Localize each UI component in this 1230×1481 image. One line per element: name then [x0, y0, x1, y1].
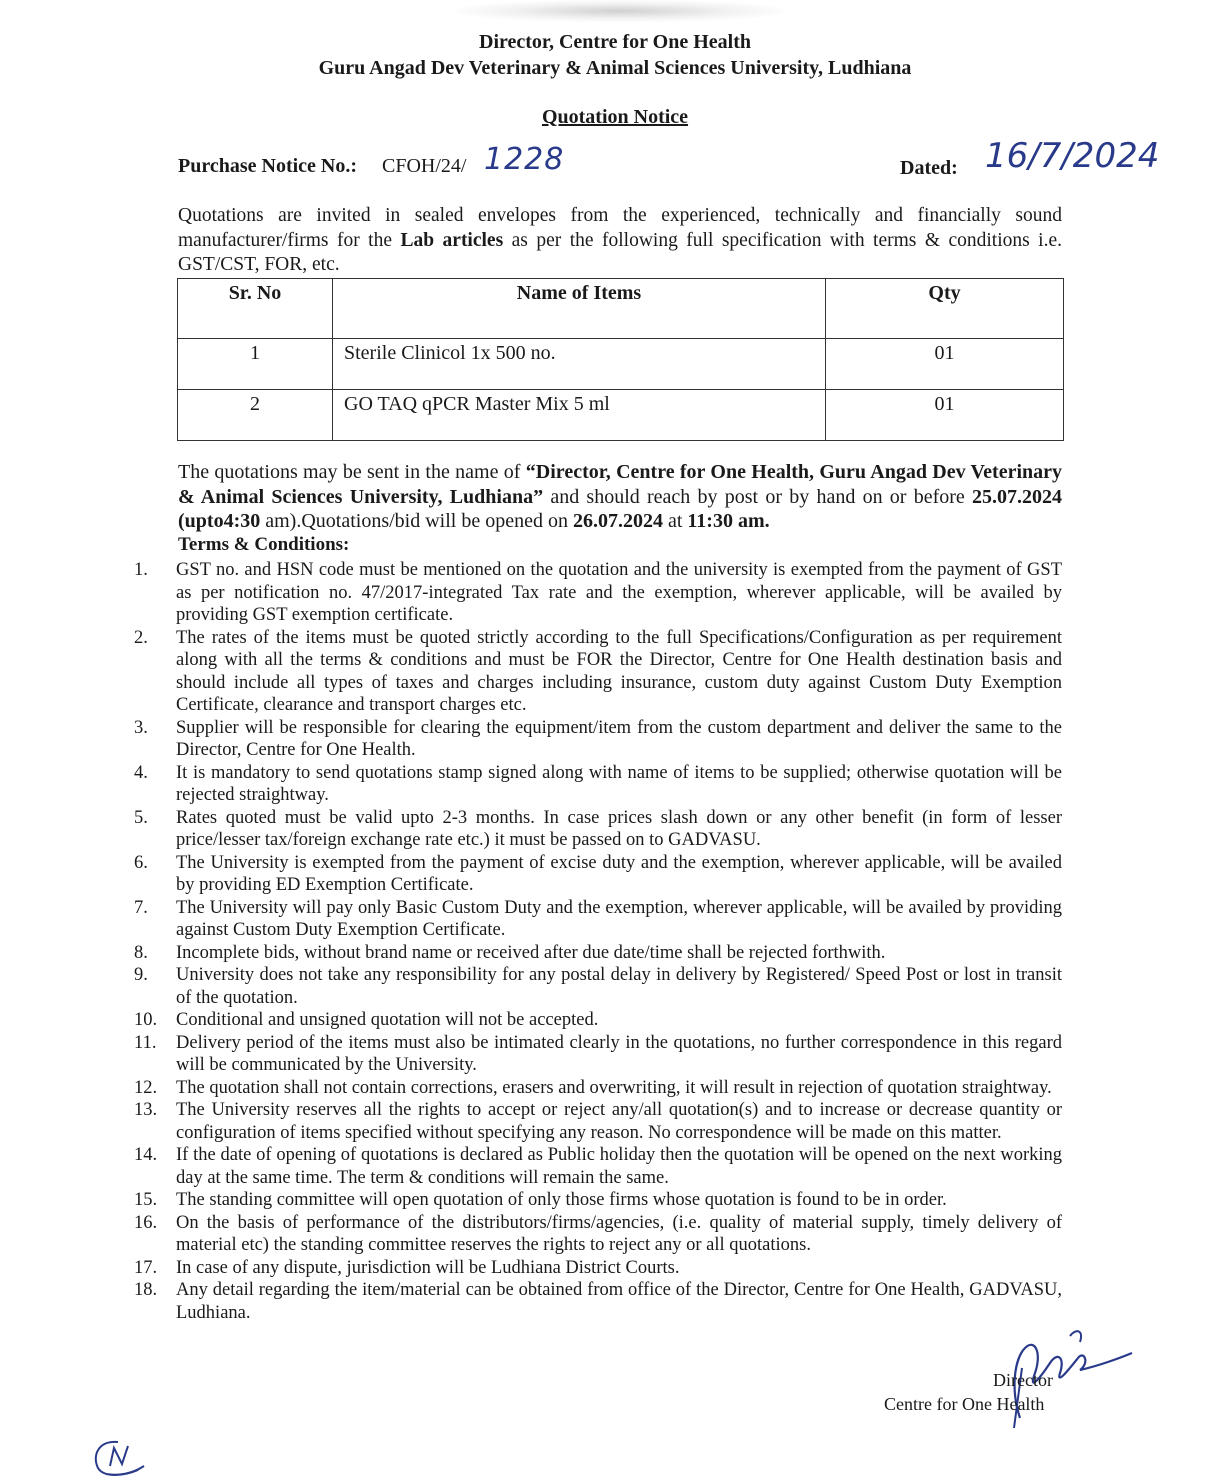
intro-bold: Lab articles: [400, 229, 504, 251]
term-text: In case of any dispute, jurisdiction will be Ludhiana District Courts.: [176, 1257, 680, 1278]
purchase-notice-label: Purchase Notice No.:: [178, 155, 358, 177]
term-number: 15.: [134, 1190, 158, 1210]
term-number: 6.: [134, 852, 148, 873]
row-qty: 01: [826, 339, 1064, 390]
term-item: [134, 942, 1062, 965]
signatory-organization: Centre for One Health: [884, 1394, 1045, 1414]
term-number: 17.: [134, 1257, 158, 1278]
term-text: The rates of the items must be quoted strictly according to the full Specifications/Configuration as per requirement along with all the terms & conditions and must be FOR the Director, Centre for One Health destination basis and should include all types of taxes and charges including insurance, custom duty against Custom Duty Exemption Certificate, clearance and transport charges etc.: [176, 627, 1062, 715]
send-opening-date: 26.07.2024: [572, 510, 663, 532]
term-text: If the date of opening of quotations is declared as Public holiday then the quotation will be opened on the next working day at the same time. The term & conditions will remain the same.: [176, 1145, 1062, 1188]
term-item: [134, 762, 1062, 807]
term-number: 14.: [134, 1145, 158, 1165]
send-text-2: and should reach by post or by hand on or before: [543, 485, 973, 508]
row-item-name: Sterile Clinicol 1x 500 no.: [333, 339, 826, 390]
header-sr-no: Sr. No: [178, 279, 333, 339]
term-item: [134, 897, 1062, 942]
table-row: [178, 339, 1064, 390]
term-item: [134, 559, 1062, 627]
page-title: Quotation Notice: [541, 106, 689, 128]
initials-mark: [88, 1436, 148, 1480]
term-text: Rates quoted must be valid upto 2-3 months. In case prices slash down or any other benefit (in form of lesser price/lesser tax/foreign exchange rate etc.) it must be passed on to GADVASU.: [176, 807, 1062, 850]
term-text: GST no. and HSN code must be mentioned on the quotation and the university is exempted from the payment of GST as per notification no. 47/2017-integrated Tax rate and the exemption, wherever applicable, will be availed by providing GST exemption certificate.: [176, 560, 1062, 625]
term-number: 12.: [134, 1077, 158, 1098]
term-text: The University is exempted from the payment of excise duty and the exemption, wherever applicable, will be availed by providing ED Exemption Certificate.: [176, 852, 1062, 895]
term-number: 1.: [134, 560, 148, 580]
term-item: [134, 1189, 1062, 1212]
row-sr-no: 2: [178, 390, 333, 441]
term-item: [134, 1032, 1062, 1077]
terms-list: [134, 559, 1062, 1324]
header-university: Guru Angad Dev Veterinary & Animal Sciences University, Ludhiana: [318, 57, 912, 79]
term-number: 13.: [134, 1100, 158, 1120]
term-text: The University reserves all the rights to accept or reject any/all quotation(s) and to increase or decrease quantity or configuration of items specified without specifying any reason. No correspondence will be made on this matter.: [176, 1100, 1062, 1143]
purchase-notice-prefix: CFOH/24/: [382, 155, 467, 177]
send-text-1: The quotations may be sent in the name of: [178, 461, 526, 483]
intro-text: Quotations are invited in sealed envelopes from the experienced, technically and financially sound manufacturer/firms for the: [178, 205, 1062, 251]
table-row: [178, 390, 1064, 441]
term-text: Conditional and unsigned quotation will not be accepted.: [176, 1010, 599, 1030]
header-qty: Qty: [826, 279, 1064, 339]
term-item: [134, 1257, 1062, 1280]
term-number: 9.: [134, 965, 148, 985]
term-text: It is mandatory to send quotations stamp signed along with name of items to be supplied; otherwise quotation will be rejected straightway.: [176, 762, 1062, 805]
term-number: 11.: [134, 1032, 157, 1053]
term-text: Any detail regarding the item/material can be obtained from office of the Director, Centre for One Health, GADVASU, Ludhiana.: [176, 1280, 1062, 1323]
term-number: 4.: [134, 762, 148, 783]
terms-title: Terms & Conditions:: [178, 534, 350, 555]
term-text: On the basis of performance of the distributors/firms/agencies, (i.e. quality of material supply, timely delivery of material etc) the standing committee reserves the rights to reject any or all quotations.: [176, 1212, 1062, 1255]
term-text: Supplier will be responsible for clearing the equipment/item from the custom department and deliver the same to the Director, Centre for One Health.: [176, 717, 1062, 760]
dated-label: Dated:: [900, 157, 958, 179]
term-number: 7.: [134, 897, 148, 918]
header-item-name: Name of Items: [333, 279, 826, 339]
term-item: [134, 852, 1062, 897]
send-opening-time: 11:30 am.: [687, 510, 770, 532]
header-director: Director, Centre for One Health: [479, 31, 751, 53]
term-item: [134, 1144, 1062, 1189]
term-item: [134, 1279, 1062, 1324]
dated-value: 16/7/2024: [985, 136, 1160, 176]
term-item: [134, 807, 1062, 852]
term-item: [134, 964, 1062, 1009]
term-item: [134, 1009, 1062, 1032]
term-number: 10.: [134, 1010, 158, 1030]
send-text-3: am).Quotations/bid will be opened on: [260, 510, 573, 532]
signatory-title: Director: [993, 1370, 1053, 1390]
term-item: [134, 627, 1062, 717]
term-text: The quotation shall not contain corrections, erasers and overwriting, it will result in rejection of quotation straightway.: [176, 1077, 1052, 1098]
send-deadline: 25.07.2024 (upto4:30: [178, 485, 1063, 532]
row-item-name: GO TAQ qPCR Master Mix 5 ml: [333, 390, 826, 441]
term-item: [134, 1212, 1062, 1257]
term-number: 2.: [134, 627, 148, 648]
term-item: [134, 1099, 1062, 1144]
purchase-notice-number: 1228: [484, 142, 565, 177]
term-text: The University will pay only Basic Custom Duty and the exemption, wherever applicable, will be availed by providing against Custom Duty Exemption Certificate.: [176, 897, 1062, 940]
row-qty: 01: [826, 390, 1064, 441]
send-addressee: “Director, Centre for One Health, Guru Angad Dev Veterinary & Animal Sciences University, Ludhiana”: [178, 461, 1063, 508]
term-text: Delivery period of the items must also be intimated clearly in the quotations, no further correspondence in this regard will be communicated by the University.: [176, 1032, 1062, 1075]
intro-paragraph: [178, 204, 1062, 278]
row-sr-no: 1: [178, 339, 333, 390]
term-number: 18.: [134, 1280, 158, 1300]
term-text: Incomplete bids, without brand name or received after due date/time shall be rejected forthwith.: [176, 942, 886, 963]
term-text: The standing committee will open quotation of only those firms whose quotation is found to be in order.: [176, 1190, 947, 1210]
intro-text-end: as per the following full specification with terms & conditions i.e. GST/CST, FOR, etc.: [178, 229, 1062, 275]
term-item: [134, 1077, 1062, 1100]
term-number: 3.: [134, 717, 148, 738]
table-header-row: [178, 279, 1064, 339]
term-number: 16.: [134, 1212, 158, 1233]
term-number: 8.: [134, 942, 148, 963]
term-item: [134, 717, 1062, 762]
term-number: 5.: [134, 807, 148, 828]
term-text: University does not take any responsibility for any postal delay in delivery by Registered/ Speed Post or lost in transit of the quotation.: [176, 965, 1062, 1008]
send-text-4: at: [662, 510, 688, 532]
items-table: [177, 278, 1064, 441]
submission-paragraph: [178, 460, 1062, 534]
scan-smudge: [455, 0, 785, 22]
